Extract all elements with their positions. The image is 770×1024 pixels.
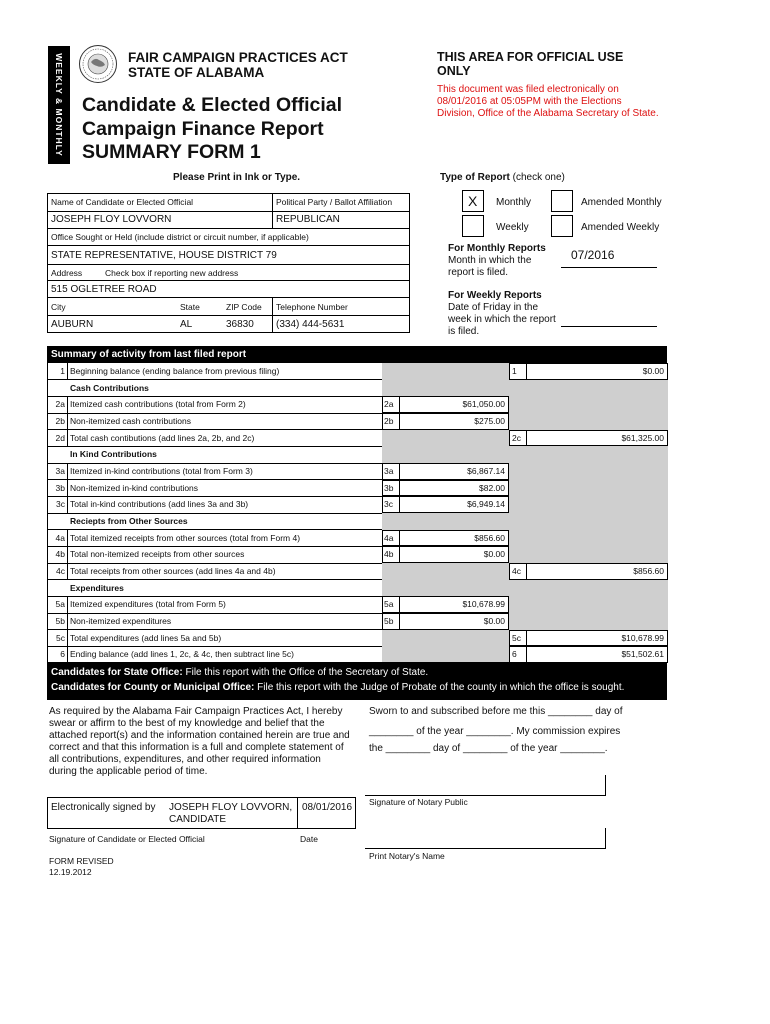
line-reference: 3b [384,482,394,493]
weekly-desc-2: week in which the report [448,314,556,325]
notary-line-1: Sworn to and subscribed before me this ________ day of [369,706,623,717]
weekly-desc-3: is filed. [448,326,480,337]
row-number: 2b [55,416,65,426]
line-reference: 5b [384,616,394,626]
new-address-note: Check box if reporting new address [105,268,239,278]
line-reference: 4a [384,532,394,543]
line-reference: 5c [512,632,521,643]
row-number: 4b [55,549,65,560]
amended-monthly-checkbox[interactable] [551,190,573,212]
subtotal-value: $856.60 [474,532,505,543]
line-reference: 4b [384,549,394,560]
row-number: 3a [55,466,65,476]
form-revised-label: FORM REVISED [49,856,114,866]
monthly-desc-2: report is filed. [448,267,509,278]
row-number: 4c [56,566,65,576]
filed-notice-1: This document was filed electronically on [437,84,619,95]
amended-weekly-checkbox[interactable] [551,215,573,237]
candidate-name-field[interactable]: JOSEPH FLOY LOVVORN [51,214,172,225]
total-value: $10,678.99 [621,632,664,643]
notary-line-2: ________ of the year ________. My commission expires [369,726,621,737]
filed-notice-2: 08/01/2016 at 05:05PM with the Elections [437,96,622,107]
line-reference: 3a [384,466,394,476]
row-label: Non-itemized cash contributions [70,416,191,426]
side-tab-label: WEEKLY & MONTHLY [54,53,64,157]
subtotal-value: $10,678.99 [462,599,505,610]
signer-title: CANDIDATE [169,814,227,825]
address-field[interactable]: 515 OGLETREE ROAD [51,284,157,295]
signed-by-label: Electronically signed by [51,802,156,813]
subtotal-value: $6,949.14 [467,499,505,510]
form-title-line2: Campaign Finance Report [82,118,324,140]
row-label: Total receipts from other sources (add lines 4a and 4b) [70,566,276,576]
line-reference: 2c [512,432,521,443]
notary-line-3: the ________ day of ________ of the year ________. [369,743,608,754]
office-label: Office Sought or Held (include district or circuit number, if applicable) [51,232,309,242]
city-field[interactable]: AUBURN [51,319,94,330]
row-number: 6 [60,649,65,660]
subtotal-value: $82.00 [479,482,505,493]
row-label: Total non-itemized receipts from other sources [70,549,245,560]
official-use-label: THIS AREA FOR OFFICIAL USE [437,50,624,64]
row-number: 5c [56,632,65,643]
party-label: Political Party / Ballot Affiliation [276,197,393,207]
row-label: Ending balance (add lines 1, 2c, & 4c, then subtract line 5c) [70,649,294,660]
signer-name: JOSEPH FLOY LOVVORN, [169,802,293,813]
zip-field[interactable]: 36830 [226,319,254,330]
row-number: 5a [55,599,65,610]
monthly-check-mark: X [468,193,478,209]
row-label: Non-itemized expenditures [70,616,172,626]
signature-date-label: Date [300,834,318,844]
total-value: $51,502.61 [621,649,664,660]
party-field[interactable]: REPUBLICAN [276,214,340,225]
row-label: Beginning balance (ending balance from previous filing) [70,366,280,376]
candidate-signature-label: Signature of Candidate or Elected Official [49,834,205,844]
form-title-line3: SUMMARY FORM 1 [82,141,261,163]
alabama-seal-icon [78,44,118,89]
section-label: Reciepts from Other Sources [70,516,188,526]
row-number: 3c [56,499,65,510]
phone-label: Telephone Number [276,302,348,312]
official-use-label-2: ONLY [437,64,471,78]
candidate-name-label: Name of Candidate or Elected Official [51,197,194,207]
subtotal-value: $0.00 [483,616,505,626]
affirmation-line-4: correct and that this information is a full and complete statement of [49,742,344,753]
weekly-desc-1: Date of Friday in the [448,302,539,313]
state-office-notice: Candidates for State Office: File this report with the Office of the Secretary of State. [51,667,429,678]
weekly-option: Weekly [496,222,529,233]
total-value: $61,325.00 [621,432,664,443]
state-label: State [180,302,200,312]
line-reference: 2b [384,416,394,426]
amended-weekly-option: Amended Weekly [581,222,660,233]
row-label: Total in-kind contributions (add lines 3a and 3b) [70,499,249,510]
line-reference: 3c [384,499,393,510]
notary-signature-label: Signature of Notary Public [369,797,468,807]
row-number: 3b [55,482,65,493]
summary-title: Summary of activity from last filed report [51,349,247,360]
section-label: Expenditures [70,582,124,593]
monthly-heading: For Monthly Reports [448,243,546,254]
filed-notice-3: Division, Office of the Alabama Secretary of State. [437,108,659,119]
row-number: 2d [55,432,65,443]
row-number: 4a [55,532,65,543]
report-month-field[interactable]: 07/2016 [571,248,615,262]
city-label: City [51,302,66,312]
monthly-option: Monthly [496,197,532,208]
line-reference: 5a [384,599,394,610]
form-title-line1: Candidate & Elected Official [82,94,343,116]
amended-monthly-option: Amended Monthly [581,197,662,208]
row-label: Itemized cash contributions (total from Form 2) [70,399,246,410]
phone-field[interactable]: (334) 444-5631 [276,319,345,330]
county-office-notice: Candidates for County or Municipal Office: File this report with the Judge of Probate of the county in which the office is sought. [51,682,625,693]
affirmation-line-1: As required by the Alabama Fair Campaign Practices Act, I hereby [49,706,343,717]
total-value: $0.00 [642,366,664,376]
affirmation-line-6: during the applicable period of time. [49,766,208,777]
act-title: FAIR CAMPAIGN PRACTICES ACT [128,50,348,65]
row-label: Total itemized receipts from other sources (total from Form 4) [70,532,301,543]
signature-date: 08/01/2016 [302,802,353,813]
act-state: STATE OF ALABAMA [128,65,265,80]
total-value: $856.60 [633,566,664,576]
print-note: Please Print in Ink or Type. [173,172,301,183]
row-number: 5b [55,616,65,626]
report-type-label: Type of Report (check one) [440,172,565,183]
summary-section-header [48,580,668,597]
row-label: Itemized in-kind contributions (total from Form 3) [70,466,253,476]
row-label: Itemized expenditures (total from Form 5) [70,599,226,610]
address-label: Address [51,268,83,278]
affirmation-line-2: swear or affirm to the best of my knowledge and belief that the [49,718,325,729]
row-label: Non-itemized in-kind contributions [70,482,199,493]
notary-name-label: Print Notary's Name [369,851,445,861]
subtotal-value: $61,050.00 [462,399,505,410]
row-label: Total expenditures (add lines 5a and 5b) [70,632,222,643]
weekly-checkbox[interactable] [462,215,484,237]
subtotal-value: $275.00 [474,416,505,426]
subtotal-value: $0.00 [483,549,505,560]
section-label: In Kind Contributions [70,449,157,460]
affirmation-line-3: attached report(s) and the information contained herein are true and [49,730,350,741]
office-field[interactable]: STATE REPRESENTATIVE, HOUSE DISTRICT 79 [51,250,277,261]
row-number: 2a [55,399,65,410]
weekly-heading: For Weekly Reports [448,290,542,301]
form-revised-date: 12.19.2012 [49,867,92,877]
affirmation-line-5: all contributions, expenditures, and other required information [49,754,321,765]
state-field[interactable]: AL [180,319,193,330]
row-label: Total cash contibutions (add lines 2a, 2b, and 2c) [70,432,255,443]
summary-table [47,363,667,663]
row-number: 1 [60,366,65,376]
monthly-desc-1: Month in which the [448,255,532,266]
subtotal-value: $6,867.14 [467,466,505,476]
zip-label: ZIP Code [226,302,262,312]
line-reference: 1 [512,366,517,376]
line-reference: 4c [512,566,521,576]
section-label: Cash Contributions [70,382,149,393]
line-reference: 2a [384,399,394,410]
line-reference: 6 [512,649,517,660]
